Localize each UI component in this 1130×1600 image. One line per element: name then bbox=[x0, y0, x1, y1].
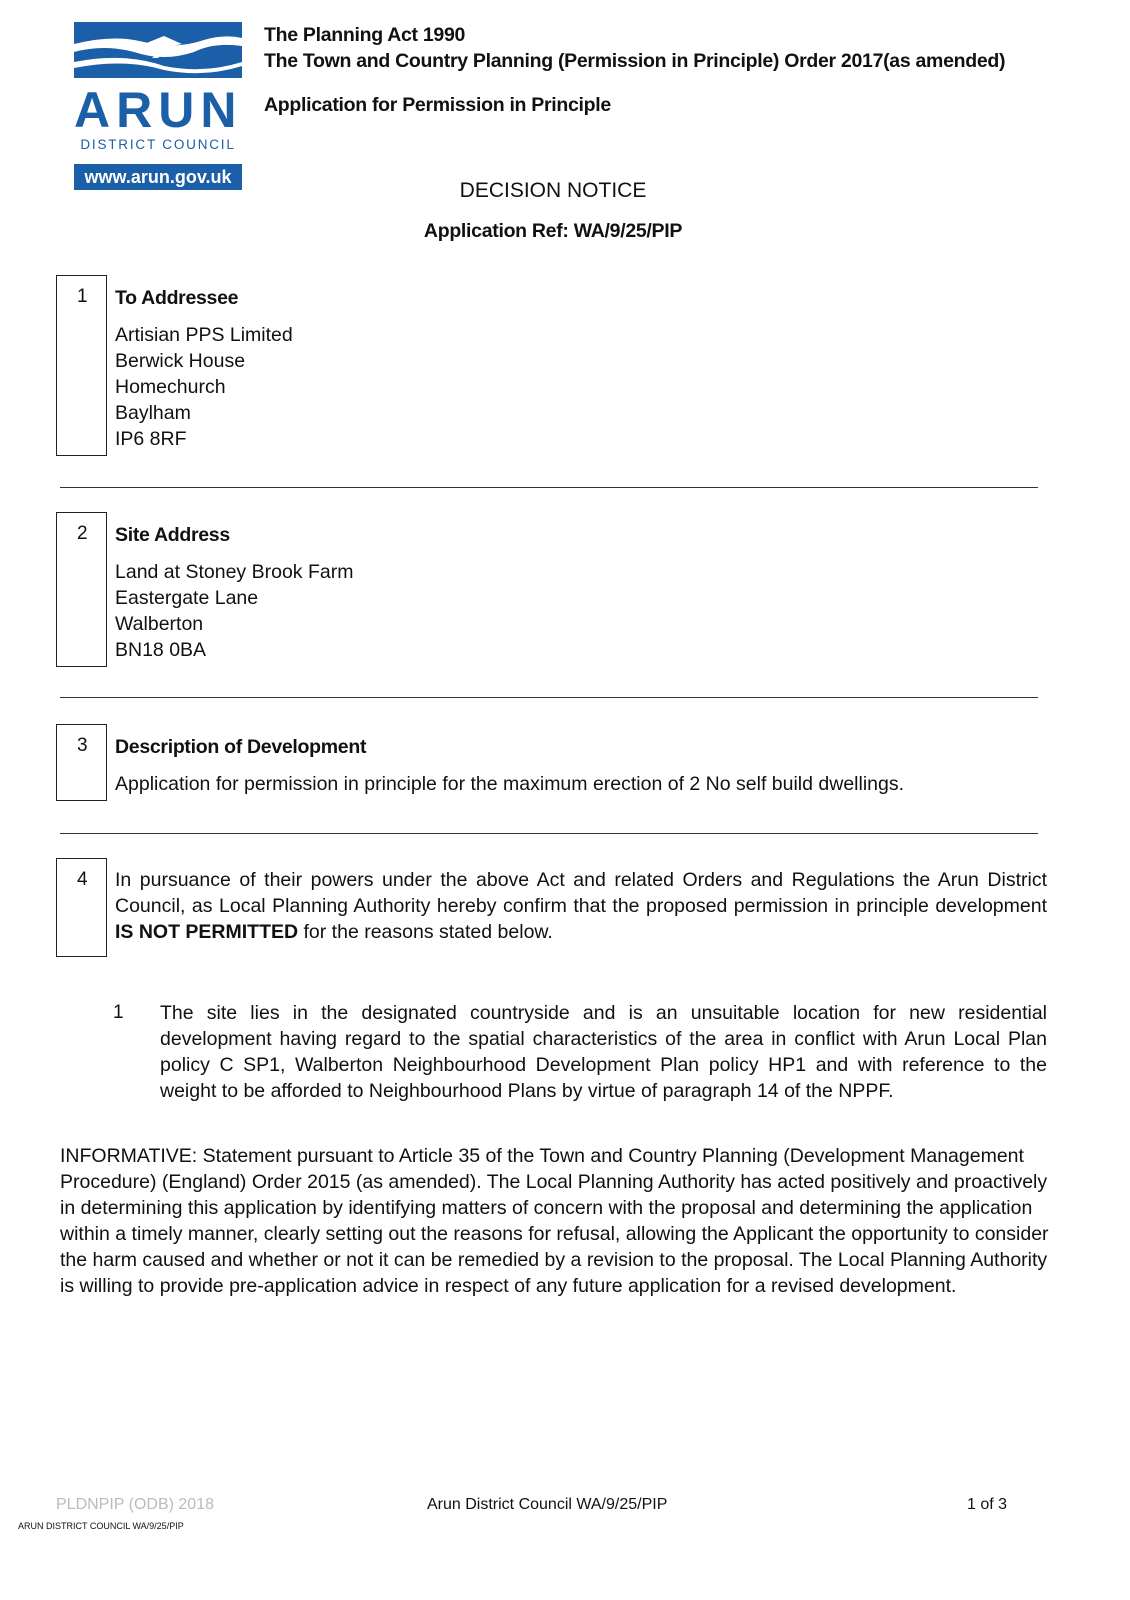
divider bbox=[60, 487, 1038, 488]
logo-url: www.arun.gov.uk bbox=[74, 164, 242, 190]
seagull-waves-icon bbox=[74, 22, 242, 78]
address-line: Berwick House bbox=[115, 350, 246, 372]
description-section bbox=[115, 734, 904, 797]
section-number: 4 bbox=[77, 869, 88, 890]
section-title: Site Address bbox=[115, 524, 230, 546]
application-ref: Application Ref: WA/9/25/PIP bbox=[423, 220, 683, 242]
order-title: The Town and Country Planning (Permission in Principle) Order 2017(as amended) bbox=[264, 50, 1006, 72]
address-line: BN18 0BA bbox=[115, 639, 207, 661]
footer-reference: Arun District Council WA/9/25/PIP bbox=[427, 1496, 668, 1513]
informative-text: INFORMATIVE: Statement pursuant to Article 35 of the Town and Country Planning (Development Management Procedure) (England) Order 2015 (as amended). The Local Planning Authority has acted positively and proactively in determining this application by identifying matters of concern with the proposal and determining the application within a timely manner, clearly setting out the reasons for refusal, allowing the Applicant the opportunity to consider the harm caused and whether or not it can be remedied by a revision to the proposal. The Local Planning Authority is willing to provide pre-application advice in respect of any future application for a revised development. bbox=[60, 1145, 1049, 1297]
site-address-section bbox=[115, 522, 353, 663]
divider bbox=[60, 833, 1038, 834]
addressee-section bbox=[115, 285, 293, 452]
form-code: PLDNPIP (ODB) 2018 bbox=[56, 1496, 214, 1513]
section-title: Description of Development bbox=[115, 736, 367, 758]
address-line: Artisian PPS Limited bbox=[115, 324, 293, 346]
decision-notice-title: DECISION NOTICE bbox=[459, 179, 647, 202]
address-line: IP6 8RF bbox=[115, 428, 187, 450]
section-number: 1 bbox=[77, 286, 88, 307]
description-text: Application for permission in principle for the maximum erection of 2 No self build dwellings. bbox=[115, 773, 905, 795]
decision-section bbox=[115, 867, 1047, 945]
address-line: Homechurch bbox=[115, 376, 226, 398]
document-stamp: ARUN DISTRICT COUNCIL WA/9/25/PIP bbox=[18, 1521, 184, 1531]
logo-name: ARUN bbox=[74, 82, 243, 138]
address-line: Walberton bbox=[115, 613, 204, 635]
decision-outcome: IS NOT PERMITTED bbox=[115, 921, 299, 943]
decision-text: for the reasons stated below. bbox=[298, 921, 553, 943]
section-title: To Addressee bbox=[115, 287, 239, 309]
divider bbox=[60, 697, 1038, 698]
reason-number: 1 bbox=[113, 1002, 124, 1023]
logo-subtitle: DISTRICT COUNCIL bbox=[80, 137, 236, 152]
arun-logo bbox=[74, 22, 242, 190]
address-line: Eastergate Lane bbox=[115, 587, 259, 609]
act-title: The Planning Act 1990 bbox=[264, 24, 466, 46]
reason-text: The site lies in the designated countryside and is an unsuitable location for new residential development having regard to the spatial characteristics of the area in conflict with Arun Local Plan policy C SP1, Walberton Neighbourhood Development Plan policy HP1 and with reference to the weight to be afforded to Neighbourhood Plans by virtue of paragraph 14 of the NPPF. bbox=[160, 1002, 1047, 1102]
section-number: 3 bbox=[77, 735, 88, 756]
section-number: 2 bbox=[77, 523, 88, 544]
page-number: 1 of 3 bbox=[967, 1496, 1008, 1513]
address-line: Baylham bbox=[115, 402, 191, 424]
address-line: Land at Stoney Brook Farm bbox=[115, 561, 354, 583]
decision-text: In pursuance of their powers under the above Act and related Orders and Regulations the Arun District Council, as Local Planning Authority hereby confirm that the proposed permission in principle development bbox=[115, 869, 1047, 917]
application-type: Application for Permission in Principle bbox=[264, 94, 611, 116]
